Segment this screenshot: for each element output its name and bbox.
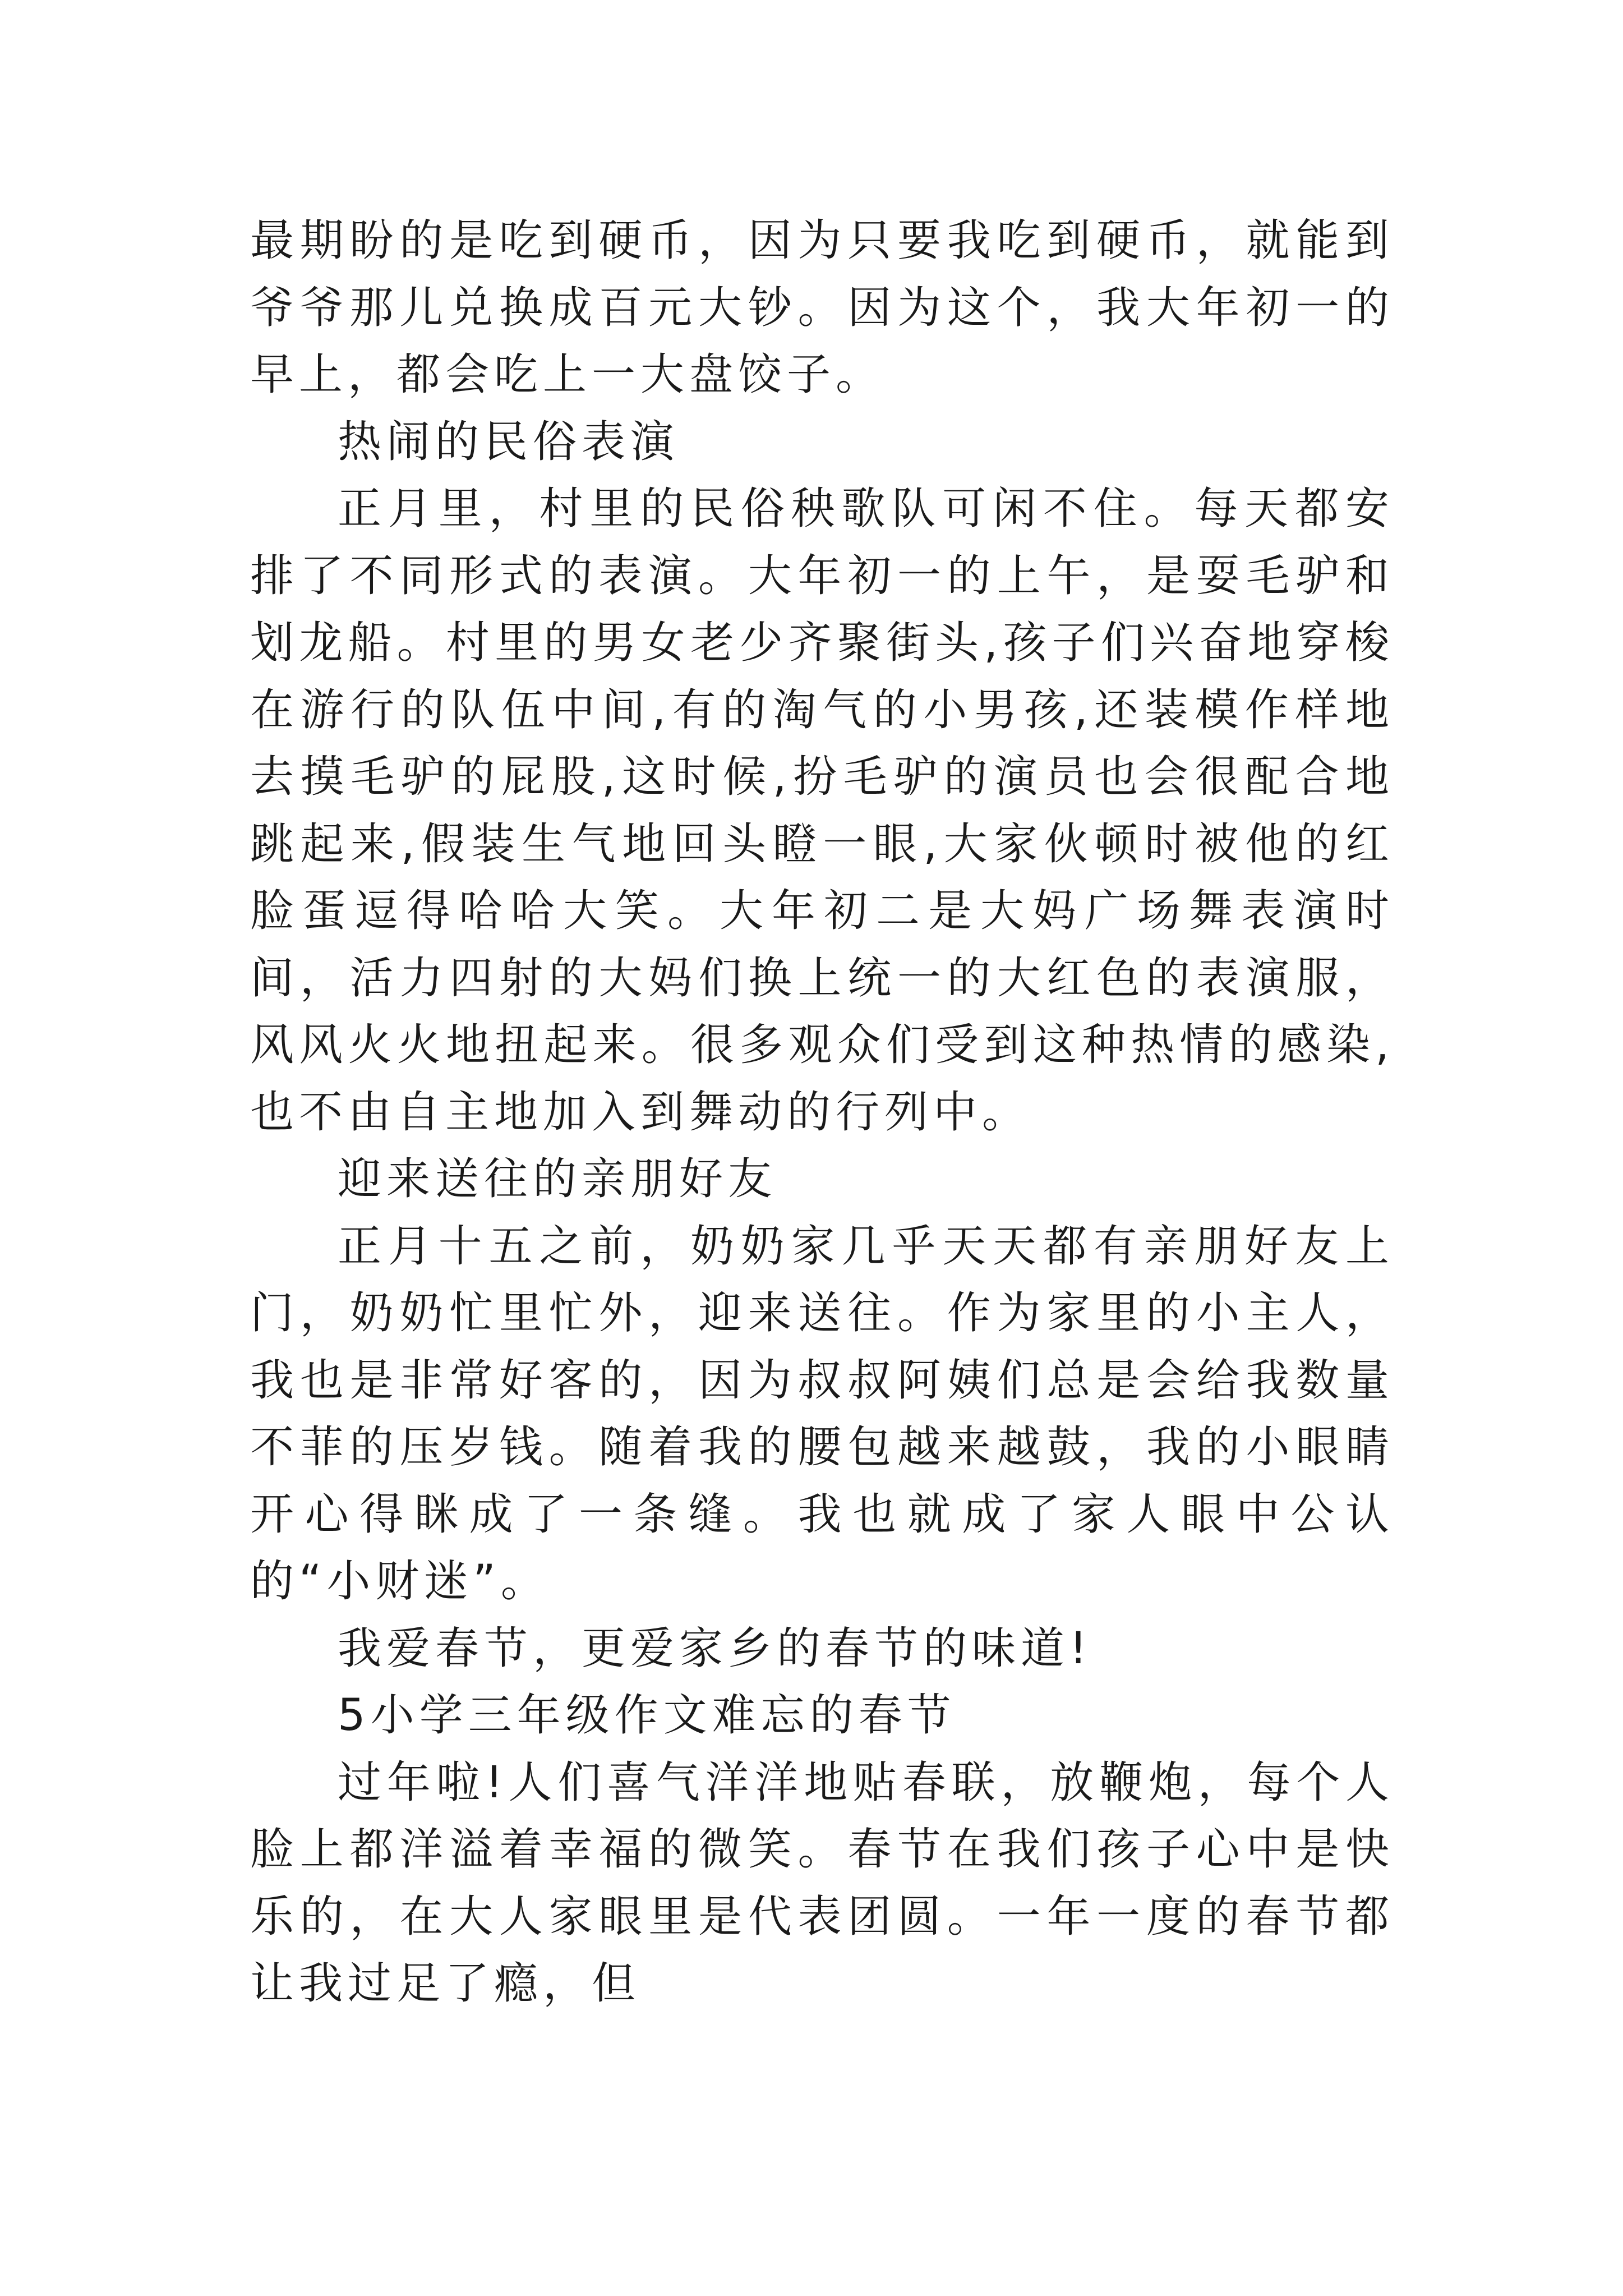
closing-line: 我爱春节，更爱家乡的春节的味道! <box>338 1623 1092 1674</box>
section-heading-relatives: 迎来送往的亲朋好友 <box>338 1154 777 1204</box>
paragraph-folk-performance: 正月里，村里的民俗秧歌队可闲不住。每天都安排了不同形式的表演。大年初一的上午，是耍毛驴和划龙船。村里的男女老少齐聚街头,孩子们兴奋地穿梭在游行的队伍中间,有的淘气的小男孩,还装模作样地去摸毛驴的屁股,这时候,扮毛驴的演员也会很配合地跳起来,假装生气地回头瞪一眼,大家伙顿时被他的红脸蛋逗得哈哈大笑。大年初二是大妈广场舞表演时间，活力四射的大妈们换上统一的大红色的表演服，风风火火地扭起来。很多观众们受到这种热情的感染,也不由自主地加入到舞动的行列中。 <box>250 484 1394 1138</box>
section-heading-folk-performance: 热闹的民俗表演 <box>338 416 680 467</box>
paragraph-relatives: 正月十五之前，奶奶家几乎天天都有亲朋好友上门，奶奶忙里忙外，迎来送往。作为家里的小主人，我也是非常好客的，因为叔叔阿姨们总是会给我数量不菲的压岁钱。随着我的腰包越来越鼓，我的小眼睛开心得眯成了一条缝。我也就成了家人眼中公认的“小财迷”。 <box>250 1221 1394 1607</box>
paragraph-continuation: 最期盼的是吃到硬币，因为只要我吃到硬币，就能到爷爷那儿兑换成百元大钞。因为这个，我大年初一的早上，都会吃上一大盘饺子。 <box>250 215 1394 400</box>
paragraph-new-year: 过年啦!人们喜气洋洋地贴春联，放鞭炮，每个人脸上都洋溢着幸福的微笑。春节在我们孩子心中是快乐的，在大人家眼里是代表团圆。一年一度的春节都让我过足了瘾，但 <box>250 1757 1394 2009</box>
essay-title-5: 5小学三年级作文难忘的春节 <box>338 1690 956 1741</box>
essay-text <box>250 208 1394 2018</box>
